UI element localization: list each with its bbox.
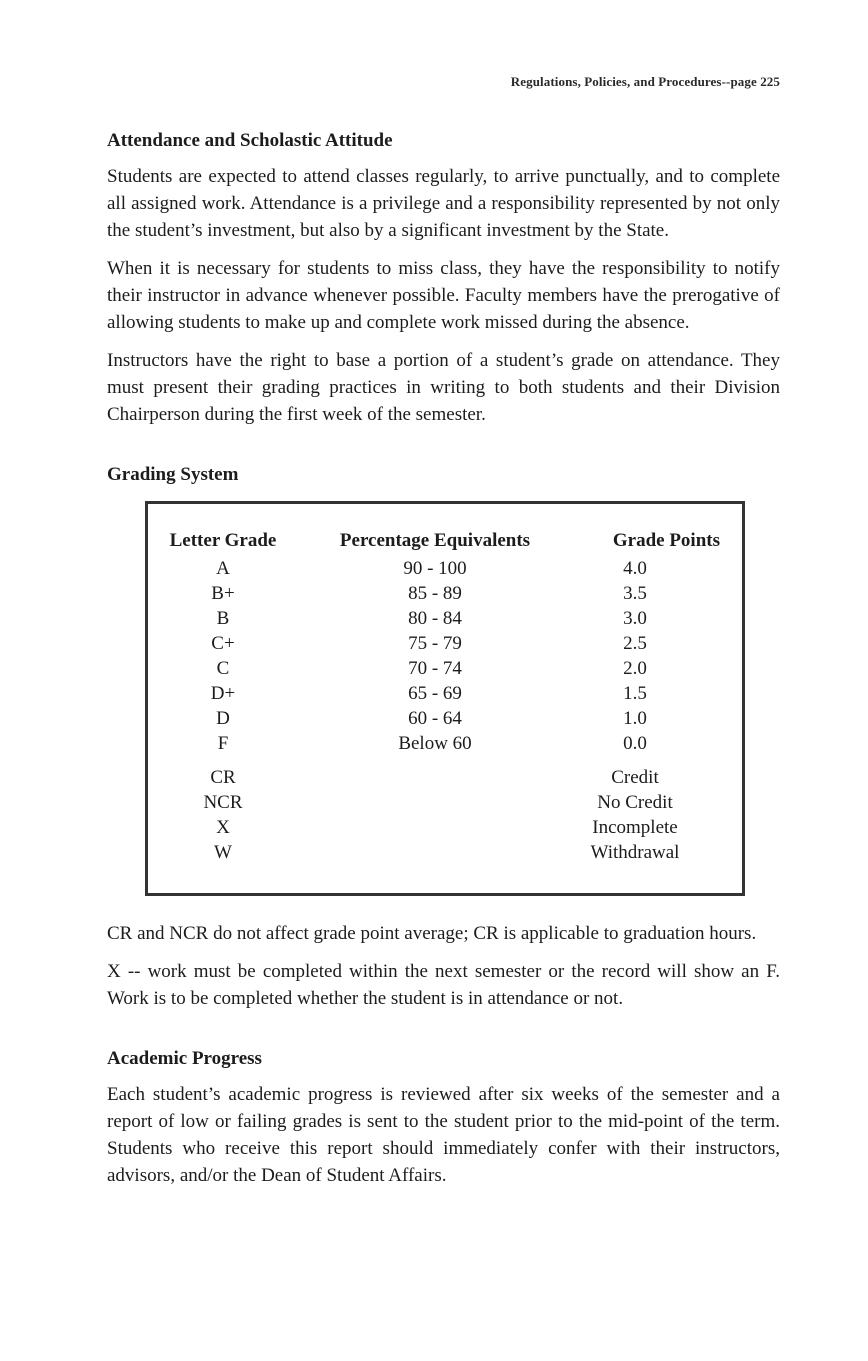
table-row bbox=[148, 765, 742, 790]
grade-points-cell: 0.0 bbox=[623, 733, 647, 754]
percentage-cell bbox=[320, 815, 550, 840]
letter-grade-cell: CR bbox=[210, 767, 236, 788]
letter-grade-cell: B bbox=[216, 608, 230, 629]
table-row bbox=[148, 790, 742, 815]
running-head: Regulations, Policies, and Procedures--page 225 bbox=[510, 74, 780, 89]
column-header-letter-grade: Letter Grade bbox=[169, 530, 277, 551]
letter-grade-cell: NCR bbox=[203, 792, 243, 813]
percentage-cell bbox=[320, 765, 550, 790]
attendance-heading: Attendance and Scholastic Attitude bbox=[107, 130, 393, 151]
table-spacer bbox=[148, 756, 742, 765]
table-header-row bbox=[148, 526, 742, 556]
grade-points-cell: 2.0 bbox=[623, 658, 647, 679]
grade-points-cell: 3.5 bbox=[623, 583, 647, 604]
attendance-paragraph-3: Instructors have the right to base a portion of a student’s grade on attendance. They must present their grading practices in writing to both students and their Division Chairperson during the first week of the semester. bbox=[107, 350, 780, 425]
page-content bbox=[107, 128, 780, 1200]
grade-points-cell: Withdrawal bbox=[590, 842, 680, 863]
grade-points-cell: Incomplete bbox=[592, 817, 678, 838]
table-row bbox=[148, 656, 742, 681]
percentage-cell: Below 60 bbox=[398, 733, 472, 754]
grading-section bbox=[107, 462, 780, 1012]
grade-points-cell: 4.0 bbox=[623, 558, 647, 579]
progress-section bbox=[107, 1046, 780, 1189]
letter-grade-cell: D+ bbox=[210, 683, 236, 704]
grade-points-cell: 3.0 bbox=[623, 608, 647, 629]
grade-points-cell: 1.0 bbox=[623, 708, 647, 729]
percentage-cell bbox=[320, 790, 550, 815]
progress-paragraph-1: Each student’s academic progress is reviewed after six weeks of the semester and a report of low or failing grades is sent to the student prior to the mid-point of the term. Students who receive this report should immediately confer with their instructors, advisors, and/or the Dean of Student Affairs. bbox=[107, 1084, 780, 1186]
table-row bbox=[148, 556, 742, 581]
column-header-percentage: Percentage Equivalents bbox=[339, 530, 531, 551]
percentage-cell: 80 - 84 bbox=[408, 608, 462, 629]
table-row bbox=[148, 606, 742, 631]
percentage-cell: 65 - 69 bbox=[408, 683, 462, 704]
letter-grade-cell: A bbox=[216, 558, 230, 579]
grading-note-2: X -- work must be completed within the next semester or the record will show an F. Work is to be completed whether the student is in attendance or not. bbox=[107, 961, 780, 1009]
letter-grade-cell: C+ bbox=[211, 633, 235, 654]
grading-note-1: CR and NCR do not affect grade point average; CR is applicable to graduation hours. bbox=[107, 923, 757, 944]
letter-grade-cell: D bbox=[216, 708, 230, 729]
attendance-paragraph-1: Students are expected to attend classes regularly, to arrive punctually, and to complete all assigned work. Attendance is a privilege and a responsibility represented by not only the student’s investment, but also by a significant investment by the State. bbox=[107, 166, 780, 241]
grading-heading: Grading System bbox=[107, 464, 239, 485]
percentage-cell: 75 - 79 bbox=[408, 633, 462, 654]
table-row bbox=[148, 681, 742, 706]
table-row bbox=[148, 815, 742, 840]
letter-grade-cell: W bbox=[214, 842, 232, 863]
table-row bbox=[148, 581, 742, 606]
table-row bbox=[148, 631, 742, 656]
table-row bbox=[148, 731, 742, 756]
table-row bbox=[148, 706, 742, 731]
grade-points-cell: 1.5 bbox=[623, 683, 647, 704]
attendance-section bbox=[107, 128, 780, 428]
column-header-grade-points: Grade Points bbox=[612, 530, 720, 551]
letter-grade-cell: B+ bbox=[211, 583, 235, 604]
letter-grade-cell: X bbox=[216, 817, 230, 838]
table-row bbox=[148, 840, 742, 865]
grade-points-cell: Credit bbox=[611, 767, 659, 788]
letter-grade-cell: C bbox=[216, 658, 230, 679]
grading-table bbox=[145, 501, 745, 896]
grade-points-cell: 2.5 bbox=[623, 633, 647, 654]
letter-grade-cell: F bbox=[217, 733, 229, 754]
percentage-cell: 90 - 100 bbox=[403, 558, 467, 579]
percentage-cell: 85 - 89 bbox=[408, 583, 462, 604]
percentage-cell: 60 - 64 bbox=[408, 708, 462, 729]
progress-heading: Academic Progress bbox=[107, 1048, 262, 1069]
attendance-paragraph-2: When it is necessary for students to miss class, they have the responsibility to notify their instructor in advance whenever possible. Faculty members have the prerogative of allowing students to make up and complete work missed during the absence. bbox=[107, 258, 780, 333]
percentage-cell: 70 - 74 bbox=[408, 658, 462, 679]
percentage-cell bbox=[320, 840, 550, 865]
grade-points-cell: No Credit bbox=[597, 792, 673, 813]
